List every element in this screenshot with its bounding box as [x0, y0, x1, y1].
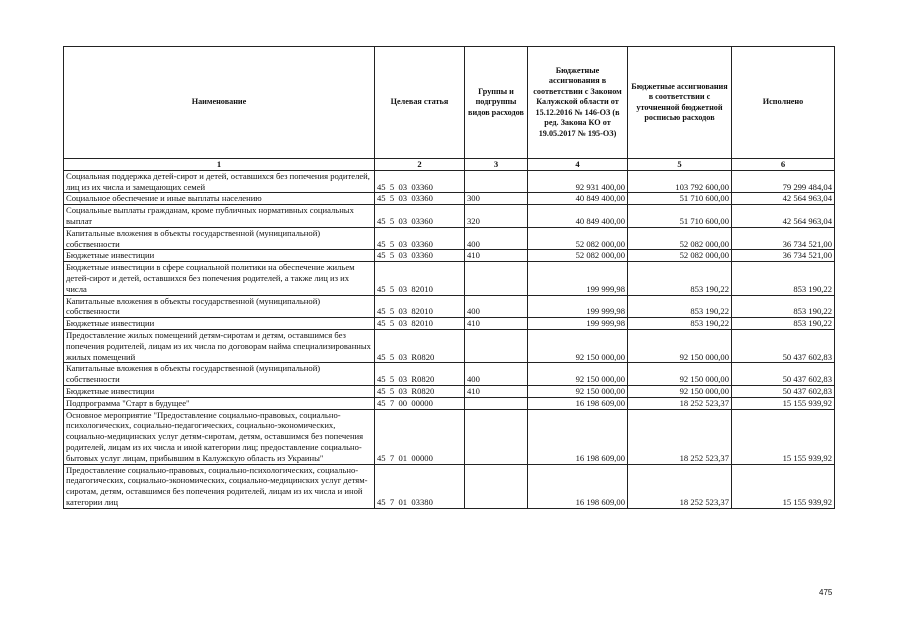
row-name: Капитальные вложения в объекты государственной (муниципальной) собственности — [64, 363, 375, 386]
row-group — [465, 262, 528, 295]
row-executed: 42 564 963,04 — [732, 205, 835, 228]
row-name: Предоставление жилых помещений детям-сиротам и детям, оставшимся без попечения родителей, лицам из их числа по договорам найма специализированных жилых помещений — [64, 329, 375, 362]
row-name: Предоставление социально-правовых, социально-психологических, социально-педагогических, социально-экономических, социально-медицинских услуг детям-сиротам, детям, оставшимся без попечения родителей, лицам из их числа и иной категории лиц — [64, 464, 375, 508]
row-name: Социальные выплаты гражданам, кроме публичных нормативных социальных выплат — [64, 205, 375, 228]
row-budget-refined: 51 710 600,00 — [628, 205, 732, 228]
row-target: 45 5 03 03360 — [375, 193, 465, 205]
table-row — [64, 170, 835, 193]
row-name: Бюджетные инвестиции в сфере социальной политики на обеспечение жильем детей-сирот и детей, оставшихся без попечения родителей, а также лиц из их числа — [64, 262, 375, 295]
row-executed: 15 155 939,92 — [732, 409, 835, 464]
table-row — [64, 363, 835, 386]
row-budget-refined: 92 150 000,00 — [628, 363, 732, 386]
row-budget-refined: 853 190,22 — [628, 295, 732, 318]
row-target: 45 7 01 00000 — [375, 409, 465, 464]
row-name: Подпрограмма "Старт в будущее" — [64, 397, 375, 409]
row-name: Бюджетные инвестиции — [64, 318, 375, 330]
row-target: 45 5 03 R0820 — [375, 363, 465, 386]
row-group — [465, 170, 528, 193]
row-budget-refined: 853 190,22 — [628, 262, 732, 295]
row-target: 45 5 03 03360 — [375, 250, 465, 262]
row-budget-refined: 92 150 000,00 — [628, 385, 732, 397]
row-target: 45 7 00 00000 — [375, 397, 465, 409]
row-budget-law: 199 999,98 — [528, 295, 628, 318]
row-name: Социальное обеспечение и иные выплаты населению — [64, 193, 375, 205]
column-number: 6 — [732, 159, 835, 171]
column-number: 1 — [64, 159, 375, 171]
row-target: 45 5 03 03360 — [375, 170, 465, 193]
row-budget-law: 52 082 000,00 — [528, 227, 628, 250]
row-target: 45 5 03 R0820 — [375, 385, 465, 397]
row-group — [465, 329, 528, 362]
row-target: 45 5 03 82010 — [375, 295, 465, 318]
row-target: 45 5 03 03360 — [375, 227, 465, 250]
row-name: Капитальные вложения в объекты государственной (муниципальной) собственности — [64, 227, 375, 250]
row-budget-refined: 853 190,22 — [628, 318, 732, 330]
row-group: 320 — [465, 205, 528, 228]
row-executed: 36 734 521,00 — [732, 250, 835, 262]
row-group: 400 — [465, 227, 528, 250]
header-name: Наименование — [64, 47, 375, 159]
row-budget-law: 16 198 609,00 — [528, 397, 628, 409]
table-row — [64, 250, 835, 262]
row-group: 300 — [465, 193, 528, 205]
column-number-row — [64, 159, 835, 171]
table-row — [64, 329, 835, 362]
row-budget-law: 92 150 000,00 — [528, 385, 628, 397]
header-row — [64, 47, 835, 159]
row-executed: 853 190,22 — [732, 295, 835, 318]
row-executed: 36 734 521,00 — [732, 227, 835, 250]
table-row — [64, 262, 835, 295]
row-executed: 853 190,22 — [732, 262, 835, 295]
column-number: 4 — [528, 159, 628, 171]
row-target: 45 5 03 03360 — [375, 205, 465, 228]
row-budget-refined: 51 710 600,00 — [628, 193, 732, 205]
table-row — [64, 295, 835, 318]
column-number: 3 — [465, 159, 528, 171]
column-number: 5 — [628, 159, 732, 171]
row-executed: 50 437 602,83 — [732, 363, 835, 386]
budget-table — [63, 46, 835, 509]
header-budget-law: Бюджетные ассигнования в соответствии с Законом Калужской области от 15.12.2016 № 146-ОЗ (в ред. Закона КО от 19.05.2017 № 195-ОЗ) — [528, 47, 628, 159]
header-group: Группы и подгруппы видов расходов — [465, 47, 528, 159]
row-budget-law: 52 082 000,00 — [528, 250, 628, 262]
table-row — [64, 227, 835, 250]
row-budget-refined: 52 082 000,00 — [628, 250, 732, 262]
row-name: Социальная поддержка детей-сирот и детей, оставшихся без попечения родителей, лиц из их числа и замещающих семей — [64, 170, 375, 193]
row-name: Капитальные вложения в объекты государственной (муниципальной) собственности — [64, 295, 375, 318]
row-executed: 79 299 484,04 — [732, 170, 835, 193]
table-row — [64, 205, 835, 228]
row-executed: 50 437 602,83 — [732, 385, 835, 397]
row-budget-law: 16 198 609,00 — [528, 464, 628, 508]
row-budget-law: 92 931 400,00 — [528, 170, 628, 193]
row-group: 400 — [465, 363, 528, 386]
row-budget-law: 92 150 000,00 — [528, 329, 628, 362]
row-budget-law: 199 999,98 — [528, 262, 628, 295]
table-body — [64, 170, 835, 508]
row-group: 400 — [465, 295, 528, 318]
row-budget-refined: 18 252 523,37 — [628, 397, 732, 409]
row-name: Бюджетные инвестиции — [64, 385, 375, 397]
table-row — [64, 318, 835, 330]
row-budget-law: 40 849 400,00 — [528, 205, 628, 228]
row-name: Основное мероприятие "Предоставление социально-правовых, социально-психологических, социально-педагогических, социально-экономических, социально-медицинских услуг детям-сиротам, детям, оставшимся без попечения родителей, лицам из их числа и иной категории лиц; предоставление социально-бытовых услуг лицам, прибывшим в Калужскую область из Украины" — [64, 409, 375, 464]
column-number: 2 — [375, 159, 465, 171]
row-group — [465, 464, 528, 508]
page-number: 475 — [819, 588, 833, 597]
row-budget-refined: 18 252 523,37 — [628, 464, 732, 508]
row-executed: 42 564 963,04 — [732, 193, 835, 205]
row-group: 410 — [465, 385, 528, 397]
table-row — [64, 397, 835, 409]
row-budget-law: 92 150 000,00 — [528, 363, 628, 386]
row-budget-law: 199 999,98 — [528, 318, 628, 330]
row-group: 410 — [465, 318, 528, 330]
table-row — [64, 464, 835, 508]
row-budget-refined: 18 252 523,37 — [628, 409, 732, 464]
row-budget-refined: 92 150 000,00 — [628, 329, 732, 362]
header-executed: Исполнено — [732, 47, 835, 159]
table-row — [64, 409, 835, 464]
row-budget-refined: 52 082 000,00 — [628, 227, 732, 250]
row-group — [465, 409, 528, 464]
row-target: 45 7 01 03380 — [375, 464, 465, 508]
row-target: 45 5 03 82010 — [375, 262, 465, 295]
row-target: 45 5 03 82010 — [375, 318, 465, 330]
header-budget-refined: Бюджетные ассигнования в соответствии с уточненной бюджетной росписью расходов — [628, 47, 732, 159]
row-budget-law: 16 198 609,00 — [528, 409, 628, 464]
row-executed: 15 155 939,92 — [732, 397, 835, 409]
header-target: Целевая статья — [375, 47, 465, 159]
row-executed: 50 437 602,83 — [732, 329, 835, 362]
row-executed: 15 155 939,92 — [732, 464, 835, 508]
row-budget-law: 40 849 400,00 — [528, 193, 628, 205]
row-budget-refined: 103 792 600,00 — [628, 170, 732, 193]
row-target: 45 5 03 R0820 — [375, 329, 465, 362]
row-executed: 853 190,22 — [732, 318, 835, 330]
table-row — [64, 385, 835, 397]
row-group — [465, 397, 528, 409]
table-row — [64, 193, 835, 205]
row-name: Бюджетные инвестиции — [64, 250, 375, 262]
row-group: 410 — [465, 250, 528, 262]
